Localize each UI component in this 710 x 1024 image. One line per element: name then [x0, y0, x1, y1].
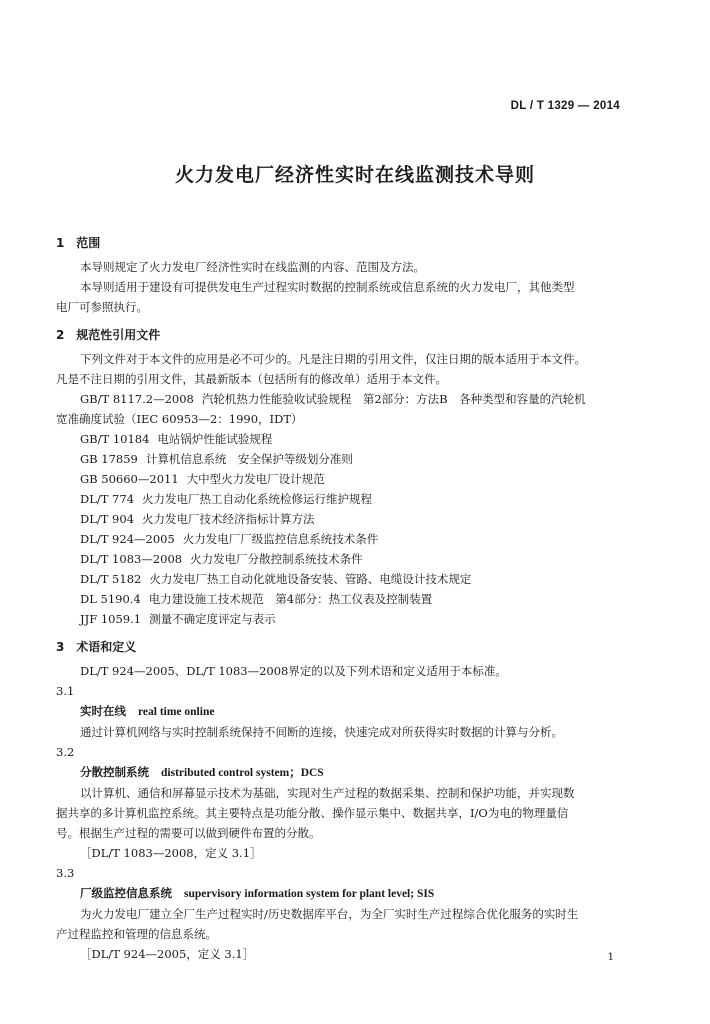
reference-title: 测量不确定度评定与表示: [149, 612, 276, 626]
reference-title: 火力发电厂热工自动化系统检修运行维护规程: [142, 492, 373, 506]
reference-code: DL/T 1083—2008: [80, 552, 183, 566]
section-title: 范围: [76, 236, 101, 250]
reference-title: 汽轮机热力性能验收试验规程 第2部分：方法B 各种类型和容量的汽轮机: [201, 392, 586, 406]
term-definition-continuation: 产过程监控和管理的信息系统。: [56, 927, 217, 941]
reference-code: GB 17859: [80, 452, 138, 466]
reference-title: 电站锅炉性能试验规程: [157, 432, 273, 446]
reference-item: [56, 569, 632, 589]
term-zh: 厂级监控信息系统: [80, 886, 172, 900]
reference-item: [56, 429, 632, 449]
reference-title: 大中型火力发电厂设计规范: [186, 472, 325, 486]
paragraph-continuation: 凡是不注日期的引用文件，其最新版本（包括所有的修改单）适用于本文件。: [56, 372, 447, 386]
reference-title: 计算机信息系统 安全保护等级划分准则: [145, 452, 353, 466]
section-number: 2: [56, 328, 65, 342]
paragraph: DL/T 924—2005、DL/T 1083—2008界定的以及下列术语和定义适用于本标准。: [80, 664, 507, 678]
reference-item: [56, 389, 632, 409]
term-number: 3.2: [56, 745, 75, 759]
standard-code: DL / T 1329 — 2014: [510, 100, 620, 112]
document-title: 火力发电厂经济性实时在线监测技术导则: [174, 164, 535, 186]
reference-code: GB/T 8117.2—2008: [80, 392, 194, 406]
term-heading: [56, 883, 632, 904]
term-definition-continuation: 据共享的多计算机监控系统。其主要特点是功能分散、操作显示集中、数据共享，I/O为电的物理量信: [56, 806, 569, 820]
reference-title: 火力发电厂技术经济指标计算方法: [142, 512, 315, 526]
reference-title: 火力发电厂热工自动化就地设备安装、管路、电缆设计技术规定: [149, 572, 472, 586]
term-definition: 通过计算机网络与实时控制系统保持不间断的连接，快速完成对所获得实时数据的计算与分析。: [80, 725, 563, 739]
reference-item: [56, 509, 632, 529]
reference-code: GB/T 10184: [80, 432, 150, 446]
reference-code: GB 50660—2011: [80, 472, 179, 486]
section-number: 3: [56, 640, 65, 654]
reference-item: [56, 529, 632, 549]
paragraph: 下列文件对于本文件的应用是必不可少的。凡是注日期的引用文件，仅注日期的版本适用于本文件。: [80, 352, 586, 366]
term-en: real time online: [138, 706, 215, 718]
section-3-heading: [56, 637, 632, 657]
term-zh: 实时在线: [80, 704, 126, 718]
term-en: supervisory information system for plant level; SIS: [184, 888, 435, 900]
term-number: 3.3: [56, 866, 75, 880]
document-body: [56, 233, 632, 964]
section-number: 1: [56, 236, 65, 250]
term-source: ［DL/T 1083—2008，定义 3.1］: [80, 846, 262, 860]
section-title: 规范性引用文件: [76, 328, 161, 342]
term-en: distributed control system；DCS: [161, 767, 324, 779]
reference-code: DL/T 924—2005: [80, 532, 175, 546]
term-heading: [56, 701, 632, 722]
reference-item: [56, 449, 632, 469]
reference-continuation: 宽准确度试验（IEC 60953—2：1990，IDT）: [56, 412, 303, 426]
term-source: ［DL/T 924—2005，定义 3.1］: [80, 947, 255, 961]
reference-item: [56, 589, 632, 609]
term-definition-continuation: 号。根据生产过程的需要可以做到硬件布置的分散。: [56, 826, 321, 840]
reference-item: [56, 549, 632, 569]
term-zh: 分散控制系统: [80, 765, 149, 779]
reference-item: [56, 609, 632, 629]
section-title: 术语和定义: [76, 640, 137, 654]
reference-item: [56, 489, 632, 509]
section-2-heading: [56, 325, 632, 345]
reference-code: DL/T 774: [80, 492, 135, 506]
reference-code: DL/T 904: [80, 512, 135, 526]
reference-code: JJF 1059.1: [80, 612, 142, 626]
reference-code: DL/T 5182: [80, 572, 142, 586]
reference-title: 电力建设施工技术规范 第4部分：热工仪表及控制装置: [148, 592, 433, 606]
section-1-heading: [56, 233, 632, 253]
reference-title: 火力发电厂分散控制系统技术条件: [190, 552, 363, 566]
paragraph: 本导则适用于建设有可提供发电生产过程实时数据的控制系统或信息系统的火力发电厂，其他类型: [80, 280, 575, 294]
page-number: 1: [607, 952, 614, 963]
term-definition: 以计算机、通信和屏幕显示技术为基础，实现对生产过程的数据采集、控制和保护功能，并实现数: [80, 786, 575, 800]
term-definition: 为火力发电厂建立全厂生产过程实时/历史数据库平台，为全厂实时生产过程综合优化服务的实时生: [80, 907, 579, 921]
reference-item: [56, 469, 632, 489]
reference-code: DL 5190.4: [80, 592, 141, 606]
paragraph: 本导则规定了火力发电厂经济性实时在线监测的内容、范围及方法。: [80, 260, 425, 274]
term-heading: [56, 762, 632, 783]
term-number: 3.1: [56, 684, 75, 698]
reference-title: 火力发电厂厂级监控信息系统技术条件: [182, 532, 379, 546]
paragraph-continuation: 电厂可参照执行。: [56, 300, 148, 314]
